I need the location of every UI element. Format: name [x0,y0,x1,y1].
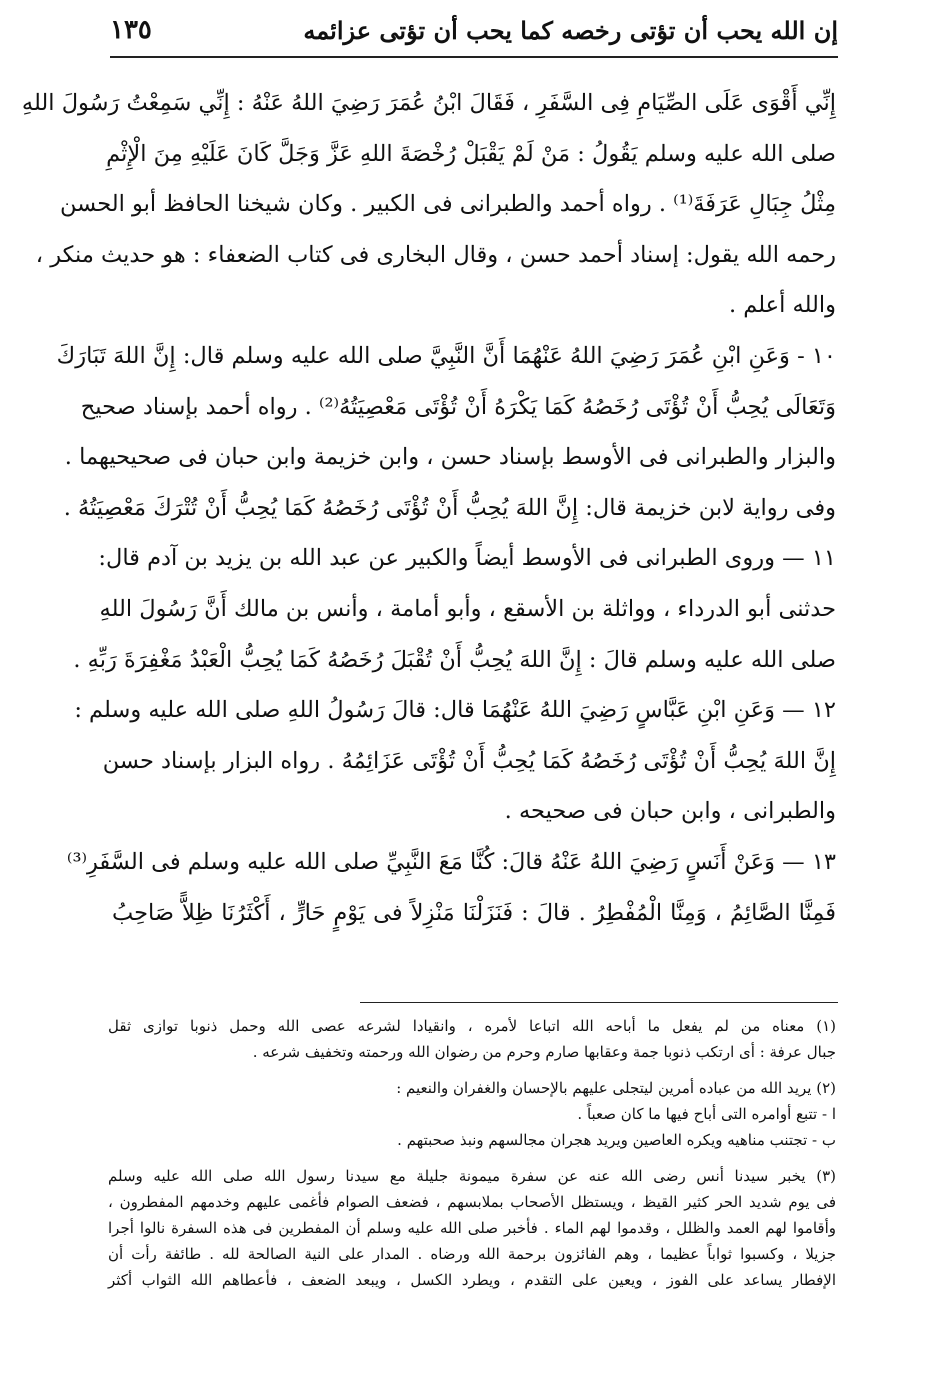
footnote-rule [360,1002,838,1003]
text-line: وفى رواية لابن خزيمة قال: إِنَّ اللهَ يُحِبُّ أَنْ تُؤْتَى رُخَصُهُ كَمَا يُحِبُّ أَنْ تُتْرَكَ مَعْصِيَتُهُ . [63,494,836,521]
hadith-11-line: ١١ — وروى الطبرانى فى الأوسط أيضاً والكبير عن عبد الله بن يزيد بن آدم قال: [98,545,836,572]
footnote-line: (١) معناه من لم يفعل ما أباحه الله اتباعا لأمره ، وانقيادا لشرعه عصى الله وحمل ذنوبا توازى ثقل [108,1017,836,1035]
text-line: فَمِنَّا الصَّائِمُ ، وَمِنَّا الْمُفْطِرُ . قالَ : فَنَزَلْنَا مَنْزِلاً فى يَوْمٍ حَارٍّ ، أَكْثَرُنَا ظِلاًّ صَاحِبُ [112,899,836,926]
text-line: والبزار والطبرانى فى الأوسط بإسناد حسن ، وابن خزيمة وابن حبان فى صحيحيهما . [64,444,836,471]
text-line: صلى الله عليه وسلم يَقُولُ : مَنْ لَمْ يَقْبَلْ رُخْصَةَ اللهِ عَزَّ وَجَلَّ كَانَ عَلَيْهِ مِنَ الْإِثْمِ [106,140,836,167]
footnotes [108,1013,836,1293]
footnote-line: فى يوم شديد الحر كثير القيظ ، ويستظل الأصحاب بملابسهم ، فضعف الصوام فأغمى عليهم وخدمهم المفطرون ، [108,1193,836,1211]
header-rule [110,56,838,58]
page-number: ١٣٥ [110,15,152,45]
footnote-line: جزيلا ، وكسبوا ثواباً عظيما ، وهم الفائزون برحمة الله ورضاه . المدار على النية الصالحة لله . طائفة رأت أن [108,1245,836,1263]
footnote-line: (٢) يريد الله من عباده أمرين ليتجلى عليهم بالإحسان والغفران والنعيم : [396,1079,836,1097]
text-line: صلى الله عليه وسلم قالَ : إِنَّ اللهَ يُحِبُّ أَنْ تُقْبَلَ رُخَصُهُ كَمَا يُحِبُّ الْعَبْدُ مَغْفِرَةَ رَبِّهِ . [73,646,836,673]
text-line: والطبرانى ، وابن حبان فى صحيحه . [504,798,836,825]
footnote-line: (٣) يخبر سيدنا أنس رضى الله عنه عن سفرة ميمونة جليلة مع سيدنا رسول الله صلى الله عليه وسلم [108,1167,836,1185]
footnote-line: وأقاموا لهم العمد والظلل ، وقدموا لهم الماء . فأخبر صلى الله عليه وسلم أن المفطرين فى هذه السفرة نالوا أجرا [108,1219,836,1237]
text-line: إِنِّي أَقْوَى عَلَى الصِّيَامِ فِى السَّفَرِ ، فَقَالَ ابْنُ عُمَرَ رَضِيَ اللهُ عَنْهُ : إِنِّي سَمِعْتُ رَسُولَ اللهِ [21,90,836,116]
footnote-line: جبال عرفة : أى ارتكب ذنوبا جمة وعقابها صارم وحرم من رضوان الله ورحمته وتخفيف شرعه . [252,1043,836,1061]
footnote-line: ا - تتبع أوامره التى أباح فيها ما كان صعباً . [577,1105,836,1123]
text-line: مِثْلُ جِبَالِ عَرَفَةَ⁽¹⁾ . رواه أحمد والطبرانى فى الكبير . وكان شيخنا الحافظ أبو الحسن [60,191,836,218]
text-line: إِنَّ اللهَ يُحِبُّ أَنْ تُؤْتَى رُخَصُهُ كَمَا يُحِبُّ أَنْ تُؤْتَى عَزَائِمُهُ . رواه البزار بإسناد حسن [102,747,836,774]
text-line: وَتَعَالَى يُحِبُّ أَنْ تُؤْتَى رُخَصُهُ كَمَا يَكْرَهُ أَنْ تُؤْتَى مَعْصِيَتُهُ⁽²⁾ . رواه أحمد بإسناد صحيح [80,393,836,420]
header-title: إن الله يحب أن تؤتى رخصه كما يحب أن تؤتى عزائمه [303,15,838,45]
text-line: رحمه الله يقول: إسناد أحمد حسن ، وقال البخارى فى كتاب الضعفاء : هو حديث منكر ، [35,241,836,268]
hadith-13-line: ١٣ — وَعَنْ أَنَسٍ رَضِيَ اللهُ عَنْهُ قالَ: كُنَّا مَعَ النَّبِيِّ صلى الله عليه وسلم فى السَّفَرِ⁽³⁾ [66,848,836,875]
footnote-line: ب - تجتنب مناهيه ويكره العاصين ويريد هجران مجالسهم ونبذ صحبتهم . [397,1131,836,1149]
hadith-10-line: ١٠ - وَعَنِ ابْنِ عُمَرَ رَضِيَ اللهُ عَنْهُمَا أَنَّ النَّبِيَّ صلى الله عليه وسلم قال: إِنَّ اللهَ تَبَارَكَ [56,342,836,369]
text-line: حدثنى أبو الدرداء ، وواثلة بن الأسقع ، وأبو أمامة ، وأنس بن مالك أَنَّ رَسُولَ اللهِ [99,595,836,622]
running-header [110,10,838,50]
hadith-12-line: ١٢ — وَعَنِ ابْنِ عَبَّاسٍ رَضِيَ اللهُ عَنْهُمَا قال: قالَ رَسُولُ اللهِ صلى الله عليه وسلم : [74,697,836,724]
main-text [21,78,836,938]
text-line: والله أعلم . [728,292,836,319]
footnote-line: الإفطار يساعد على الفوز ، ويعين على التقدم ، ويطرد الكسل ، ويبعد الضعف ، فأعطاهم الله الثواب أكثر [108,1271,836,1289]
